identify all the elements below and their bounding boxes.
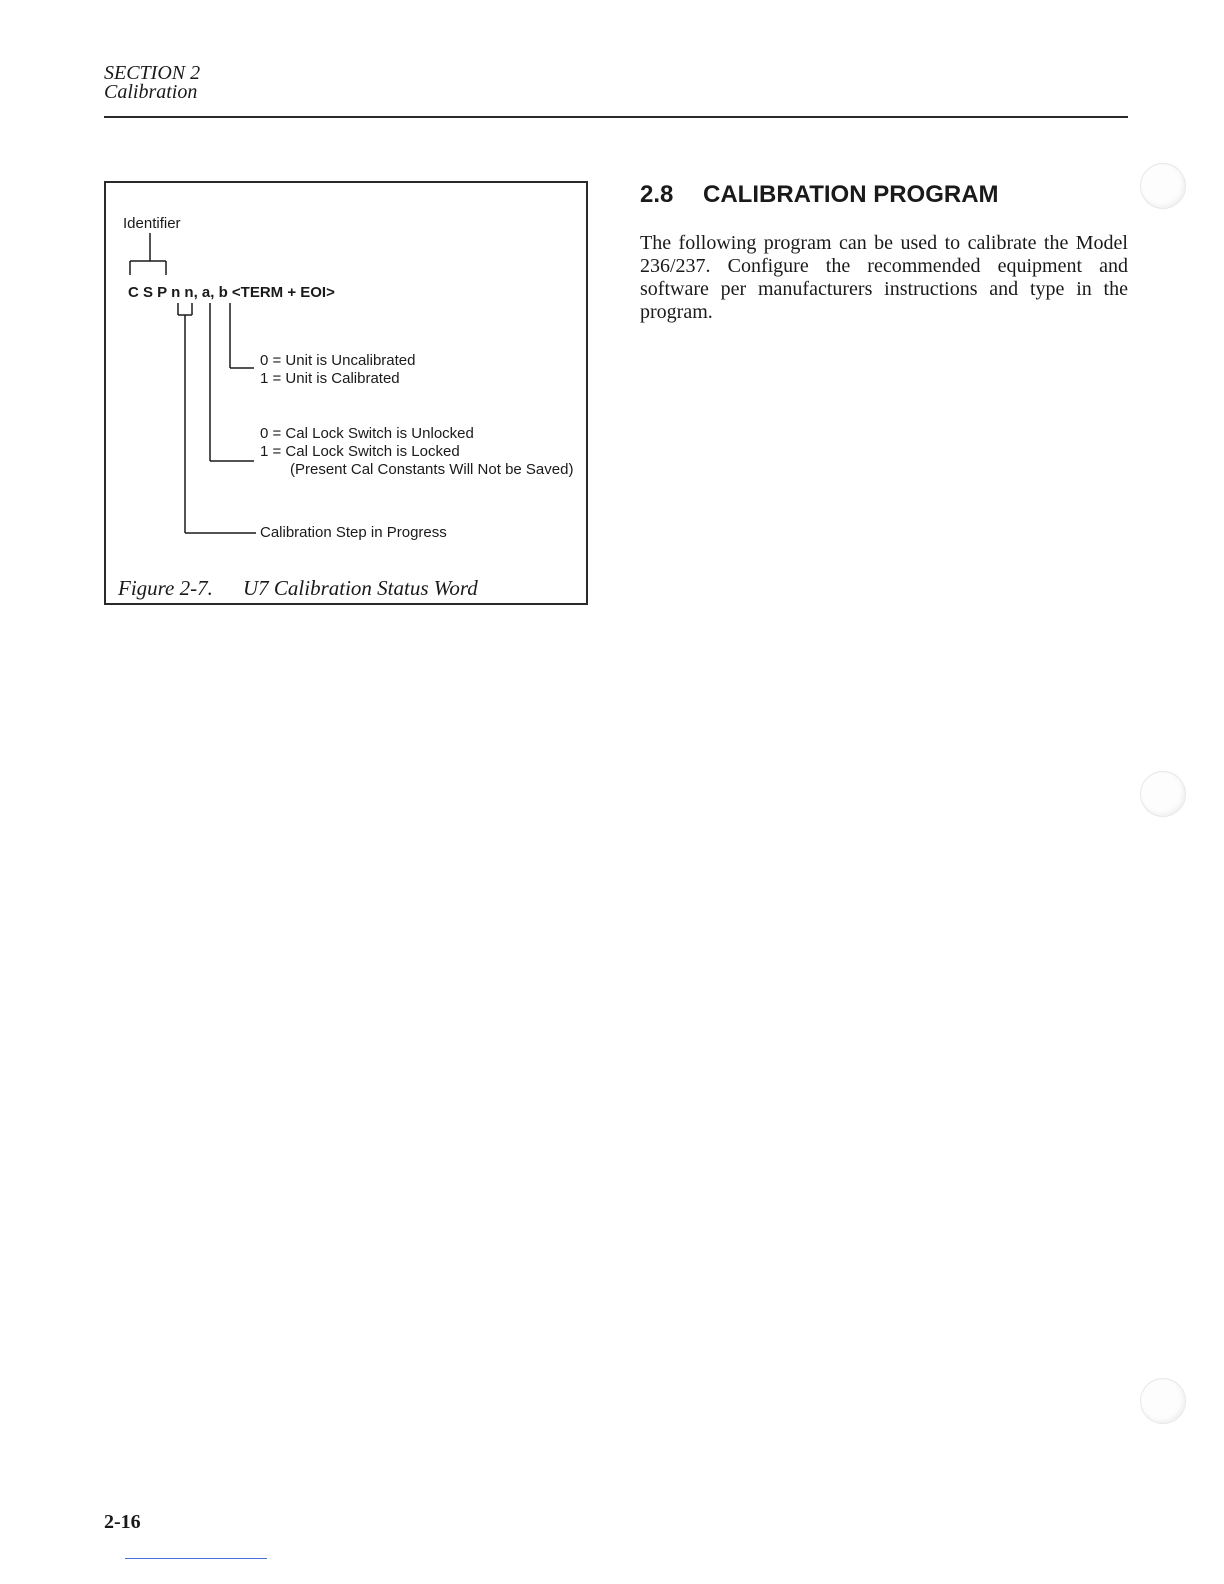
body-paragraph: The following program can be used to calibrate the Model 236/237. Configure the recommended equipment and software per manufacturers instructions and type in the program. [640,232,1128,323]
binder-hole-top [1140,163,1186,209]
section-number: 2.8 [640,181,674,208]
binder-hole-middle [1140,771,1186,817]
connector-lines [130,233,256,533]
note-not-saved: (Present Cal Constants Will Not be Saved) [290,461,574,478]
note-uncalibrated: 0 = Unit is Uncalibrated [260,352,416,369]
identifier-label: Identifier [123,215,181,232]
figure-caption: U7 Calibration Status Word [243,576,478,600]
note-cal-step: Calibration Step in Progress [260,524,447,541]
figure-box [104,181,588,605]
section-title: Calibration [104,81,198,103]
command-syntax: C S P n n, a, b <TERM + EOI> [128,284,335,301]
note-unlocked: 0 = Cal Lock Switch is Unlocked [260,425,474,442]
note-calibrated: 1 = Unit is Calibrated [260,370,400,387]
figure-number: Figure 2-7. [118,576,213,600]
status-word-diagram [106,183,590,607]
binder-hole-bottom [1140,1378,1186,1424]
footer-link-underline [125,1558,267,1559]
header-rule [104,116,1128,118]
section-label: SECTION 2 [104,62,201,84]
page-number: 2-16 [104,1511,141,1533]
section-heading: CALIBRATION PROGRAM [703,181,999,208]
note-locked: 1 = Cal Lock Switch is Locked [260,443,460,460]
